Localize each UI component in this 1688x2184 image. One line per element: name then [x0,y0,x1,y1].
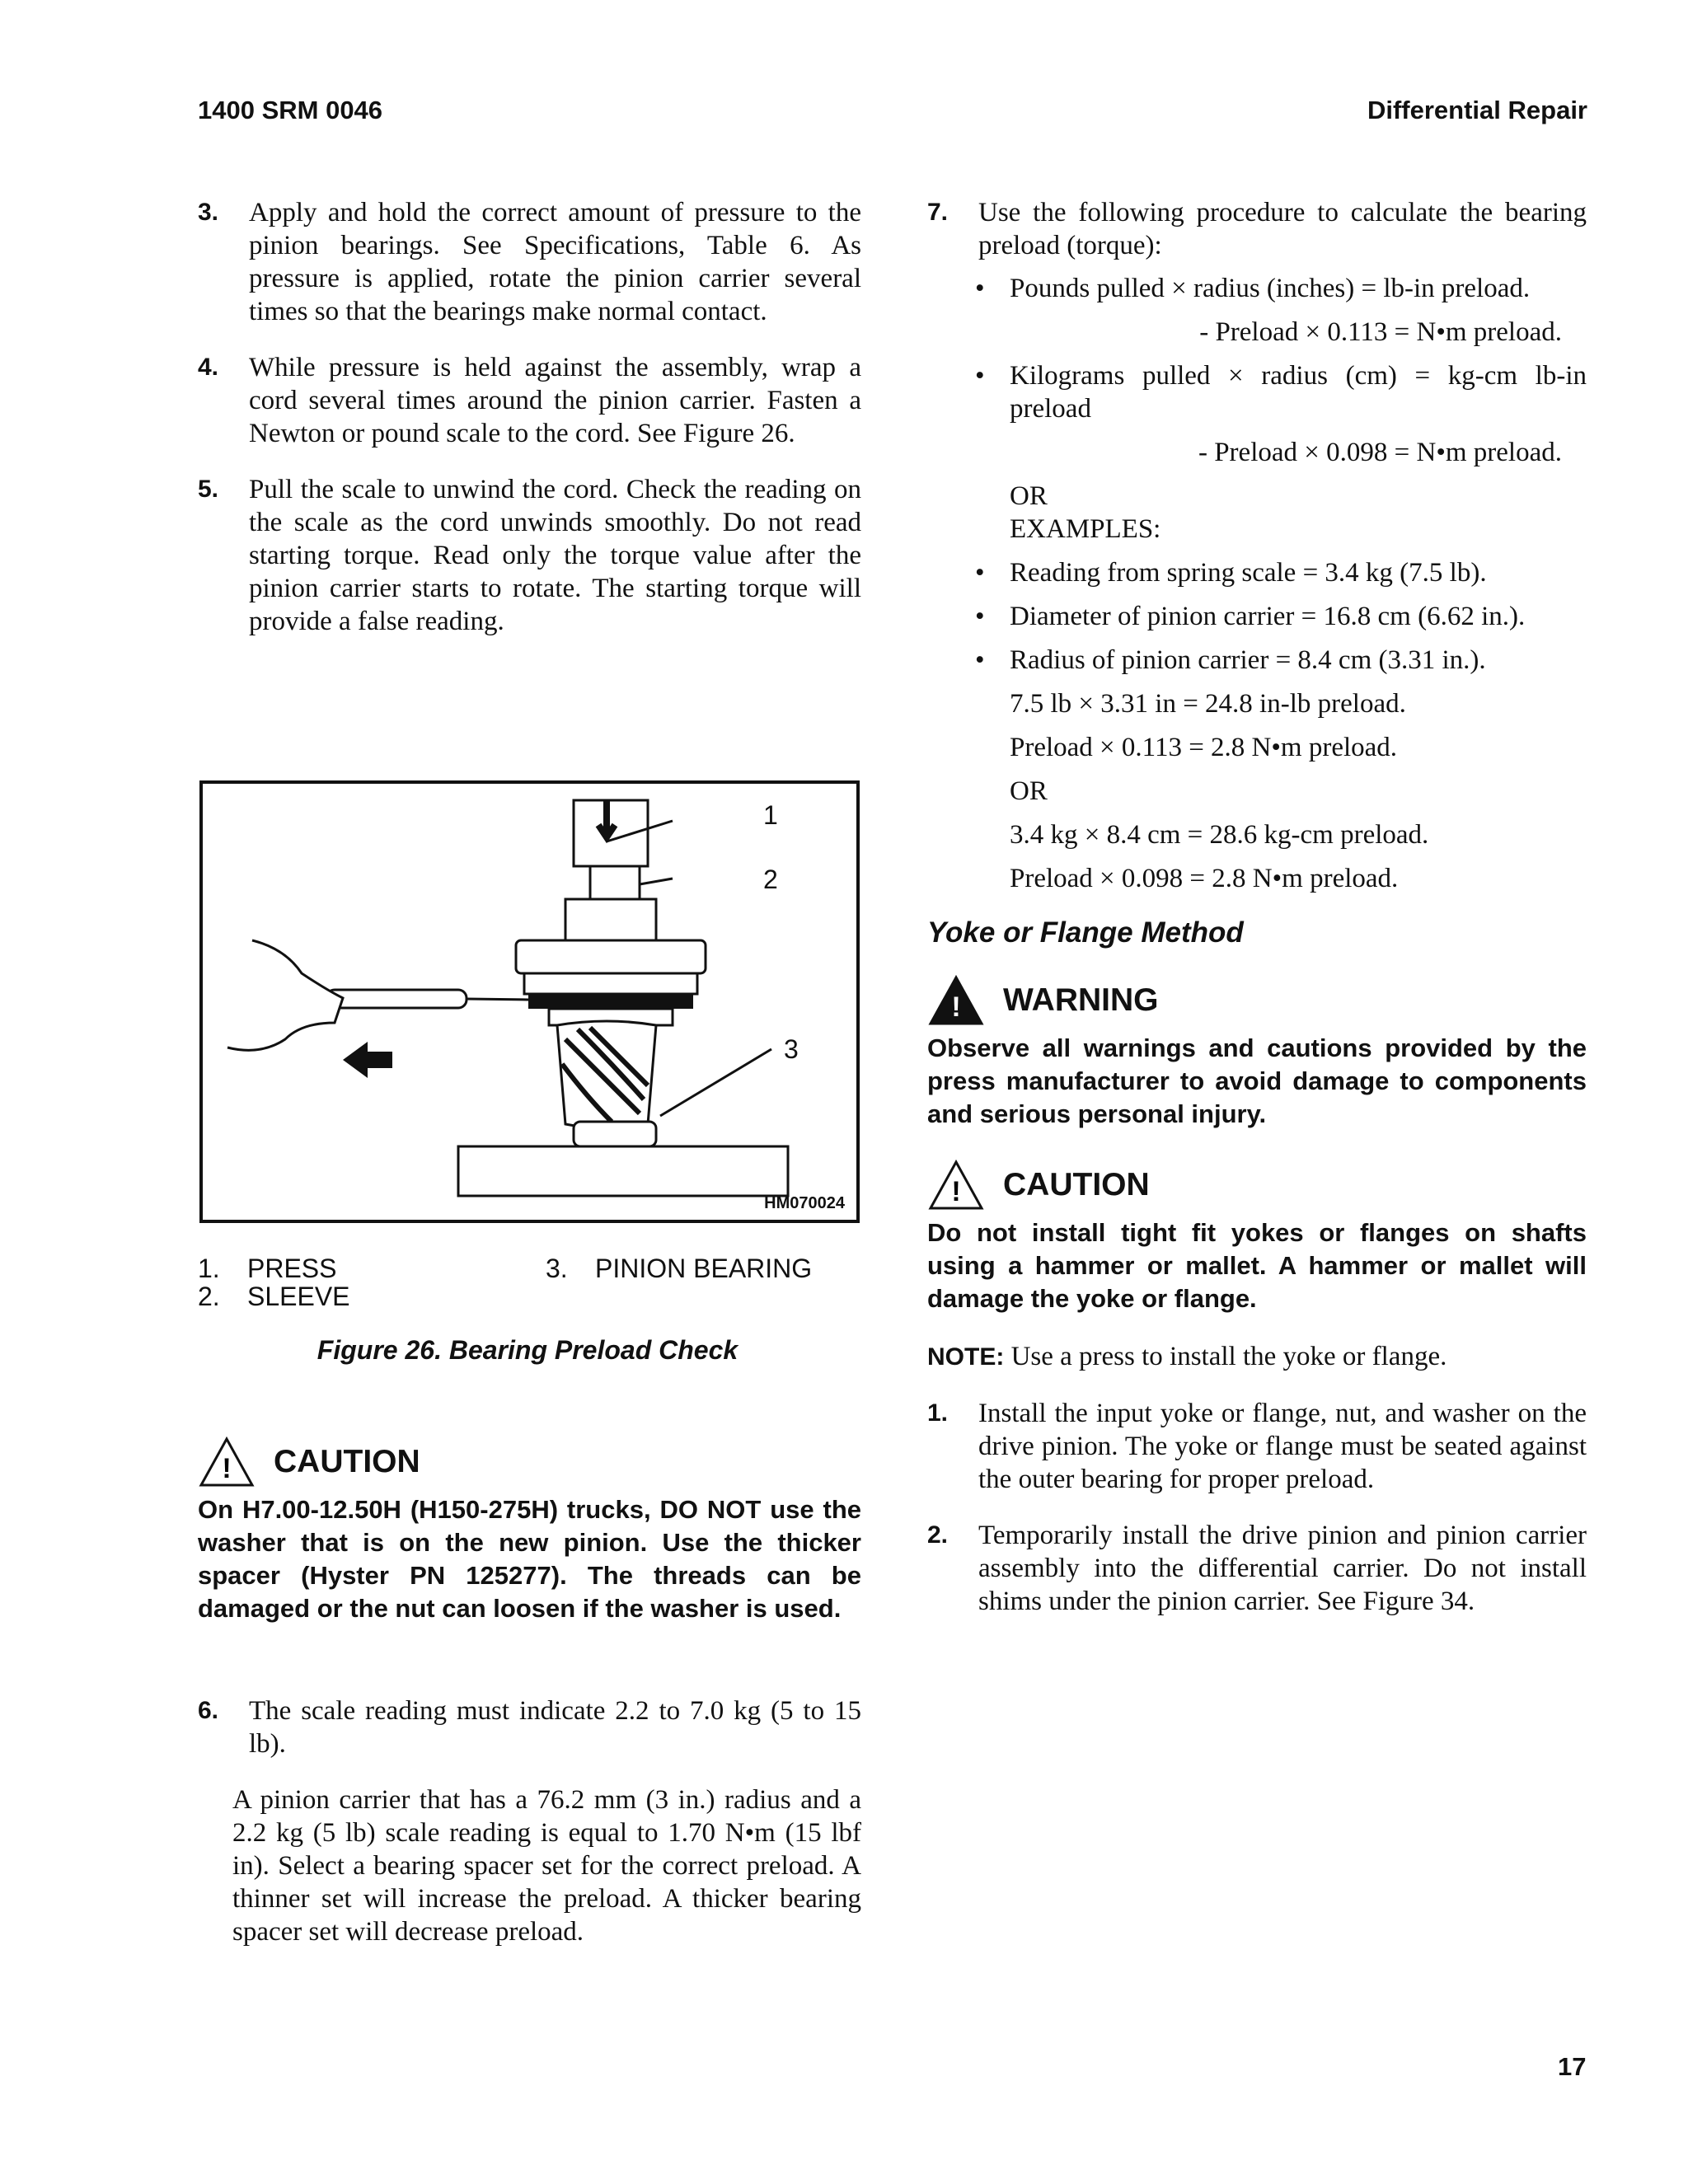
figure-code: HM070024 [764,1194,845,1212]
formula: - Preload × 0.098 = N•m preload. [1198,438,1562,467]
step-number: 4. [198,354,219,381]
callout-2: 2 [763,865,778,894]
caution-icon [198,1436,256,1488]
warning-box [927,974,1587,1131]
legend-label: SLEEVE [247,1282,350,1311]
bullet-text: Diameter of pinion carrier = 16.8 cm (6.62 in.). [1010,602,1526,631]
step-6-paragraph: A pinion carrier that has a 76.2 mm (3 in.) radius and a 2.2 kg (5 lb) scale reading is equal to 1.70 N•m (15 lbf in). Select a bearing spacer set for the correct preload. A thinner set will increase the preload. A thicker bearing spacer set will decrease preload. [232,1785,861,1947]
step-3 [198,196,861,328]
calc-line: 3.4 kg × 8.4 cm = 28.6 kg-cm preload. [1010,820,1429,850]
step-number: 1. [927,1399,949,1427]
examples-label: EXAMPLES: [1010,514,1161,544]
step-text: Use the following procedure to calculate the bearing preload (torque): [978,198,1587,260]
bullet-item: • Radius of pinion carrier = 8.4 cm (3.31 in.). [975,645,1486,675]
caution-box-2 [927,1159,1587,1315]
callout-3: 3 [784,1034,799,1064]
step-text: Install the input yoke or flange, nut, and washer on the drive pinion. The yoke or flange must be seated against the outer bearing for proper preload. [978,1399,1587,1494]
bullet-text: Radius of pinion carrier = 8.4 cm (3.31 in.). [1010,645,1486,675]
press-illustration [203,784,856,1220]
figure-bearing-preload [199,780,860,1223]
bullet-item: • Diameter of pinion carrier = 16.8 cm (6.62 in.). [975,602,1526,631]
yoke-step-2 [927,1519,1587,1618]
step-text: Temporarily install the drive pinion and pinion carrier assembly into the differential carrier. Do not install shims under the pinion carrier. See Figure 34. [978,1521,1587,1616]
bullet-text: Kilograms pulled × radius (cm) = kg-cm lb-in preload [1010,361,1587,424]
legend-num: 1. [198,1254,220,1283]
caution-text: Do not install tight fit yokes or flanges on shafts using a hammer or mallet. A hammer or mallet will damage the yoke or flange. [927,1218,1587,1313]
section-heading: Yoke or Flange Method [927,916,1244,949]
right-column [927,196,1587,1641]
caution-title: CAUTION [1003,1167,1150,1202]
svg-text:!: ! [951,1176,961,1207]
step-text: The scale reading must indicate 2.2 to 7.0 kg (5 to 15 lb). [249,1696,861,1759]
caution-icon [927,1159,985,1212]
or-label: OR [1010,481,1048,511]
step-number: 5. [198,476,219,503]
step-number: 2. [927,1521,949,1549]
step-7 [927,196,1587,262]
legend-num: 3. [546,1254,568,1283]
calc-line: Preload × 0.113 = 2.8 N•m preload. [1010,733,1398,762]
note [927,1340,1587,1374]
caution-title: CAUTION [274,1444,420,1479]
callout-1: 1 [763,800,778,830]
warning-title: WARNING [1003,982,1159,1018]
step-4 [198,351,861,450]
calc-line: Preload × 0.098 = 2.8 N•m preload. [1010,864,1399,893]
warning-text: Observe all warnings and cautions provided by the press manufacturer to avoid damage to components and serious personal injury. [927,1033,1587,1128]
bullet-item: • Reading from spring scale = 3.4 kg (7.5 lb). [975,558,1487,588]
yoke-step-1 [927,1397,1587,1496]
figure-caption: Figure 26. Bearing Preload Check [316,1335,738,1365]
caution-text: On H7.00-12.50H (H150-275H) trucks, DO NOT use the washer that is on the new pinion. Use the thicker spacer (Hyster PN 125277). The threads can be damaged or the nut can loosen if the washer is used. [198,1495,861,1623]
or-label: OR [1010,776,1048,806]
step-number: 7. [927,199,949,226]
bullet-text: Reading from spring scale = 3.4 kg (7.5 lb). [1010,558,1487,588]
step-text: Pull the scale to unwind the cord. Check the reading on the scale as the cord unwinds smoothly. Do not read starting torque. Read only the torque value after the pinion carrier starts to rotate. The starting torque will provide a false reading. [249,475,861,636]
step-6 [198,1694,861,1760]
caution-box [198,1436,861,1625]
formula: - Preload × 0.113 = N•m preload. [1199,317,1562,347]
step-number: 6. [198,1697,219,1724]
bullet-text: Pounds pulled × radius (inches) = lb-in preload. [1010,274,1531,303]
step-5 [198,473,861,638]
bullet-item: • Pounds pulled × radius (inches) = lb-in preload. [975,274,1531,303]
svg-text:!: ! [951,991,961,1023]
legend-label: PRESS [247,1254,337,1283]
calc-line: 7.5 lb × 3.31 in = 24.8 in-lb preload. [1010,689,1406,719]
legend-label: PINION BEARING [595,1254,813,1283]
section-title: Differential Repair [1367,96,1587,124]
page-number: 17 [1558,2052,1587,2081]
svg-text:!: ! [222,1453,232,1484]
legend-num: 2. [198,1282,220,1311]
left-column [198,196,861,661]
bullet-item: • Kilograms pulled × radius (cm) = kg-cm lb-in preload [975,361,1587,424]
doc-code: 1400 SRM 0046 [198,96,383,124]
note-text: Use a press to install the yoke or flange. [1010,1342,1447,1371]
step-text: While pressure is held against the assembly, wrap a cord several times around the pinion carrier. Fasten a Newton or pound scale to the cord. See Figure 26. [249,353,861,448]
note-label: NOTE: [927,1343,1005,1371]
step-6-block [198,1694,861,1948]
warning-icon [927,974,985,1027]
step-text: Apply and hold the correct amount of pressure to the pinion bearings. See Specifications, Table 6. As pressure is applied, rotate the pinion carrier several times so that the bearings make normal contact. [249,198,861,326]
step-number: 3. [198,199,219,226]
